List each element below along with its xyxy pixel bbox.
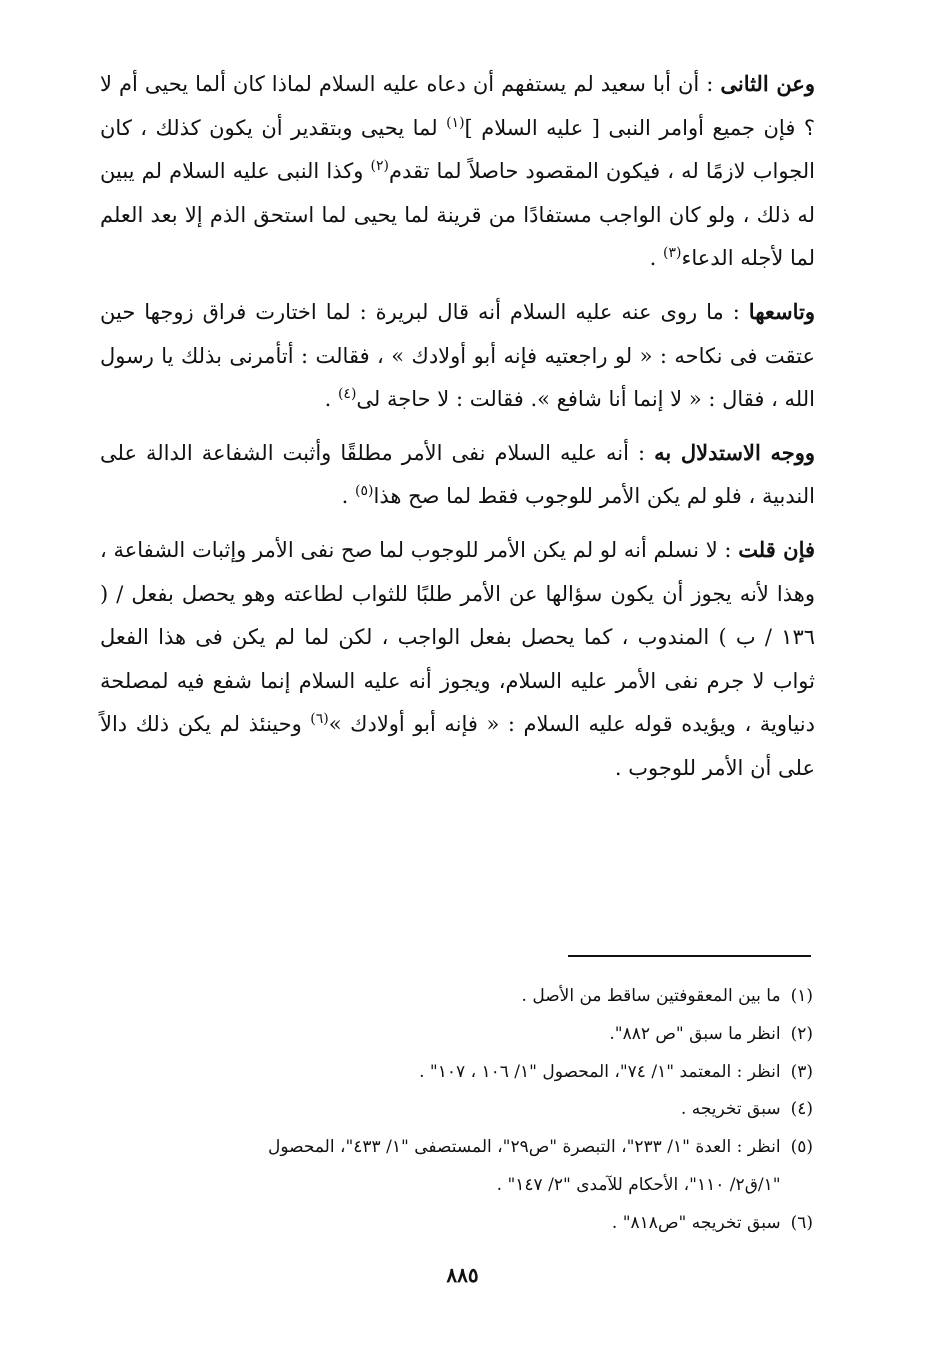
footnote-item xyxy=(85,1129,813,1205)
paragraph-text: : لا نسلم أنه لو لم يكن الأمر للوجوب لما صح نفى الأمر وإثبات الشفاعة ، وهذا لأنه يجوز أن يكون سؤالها عن الأمر طلبًا للثواب لطاعته وهو يحصل بفعل / ( ١٣٦ / ب ) المندوب ، كما يحصل بفعل الواجب ، لكن لما لم يكن فى هذا الفعل ثواب لا جرم نفى الأمر عليه السلام، ويجوز أنه عليه السلام إنما شفع فيه لمصلحة دنياوية ، ويؤيده قوله عليه السلام : « فإنه أبو أولادك » xyxy=(100,537,816,737)
footnote-ref: (١) xyxy=(446,114,465,131)
paragraph-text: : أن أبا سعيد لم يستفهم أن دعاه عليه السلام لماذا كان ألما يحيى أم لا ؟ فإن جميع أوامر النبى [ عليه السلام ] xyxy=(100,72,815,140)
paragraph-lead: ووجه الاستدلال به xyxy=(654,439,816,465)
footnote-text: سبق تخريجه . xyxy=(680,1099,781,1120)
footnote-item xyxy=(85,1016,813,1054)
footnote-ref: (٦) xyxy=(310,711,329,728)
footnote-separator xyxy=(568,955,811,957)
paragraph-lead: فإن قلت xyxy=(738,536,816,562)
footnote-item xyxy=(85,1054,813,1092)
paragraph-text: لما يحيى وبتقدير أن يكون كذلك ، كان الجواب لازمًا له ، فيكون المقصود حاصلاً لما تقدم xyxy=(100,115,815,184)
paragraph-text: وحينئذ لم يكن ذلك دالاً على أن الأمر للوجوب . xyxy=(100,712,815,780)
paragraph-text: وكذا النبى عليه السلام لم يبين له ذلك ، ولو كان الواجب مستفادًا من قرينة لما يحيى لما استحق الذم إلا بعد العلم لما لأجله الدعاء xyxy=(100,159,815,271)
paragraph-evidence xyxy=(100,431,815,519)
footnote-number: (٢) xyxy=(790,1023,813,1044)
footnotes xyxy=(85,978,813,1243)
footnote-ref: (٥) xyxy=(355,483,374,500)
footnote-text: انظر ما سبق "ص ٨٨٢". xyxy=(609,1023,781,1044)
footnote-number: (١) xyxy=(790,986,813,1006)
footnote-number: (٦) xyxy=(790,1212,813,1233)
paragraph-text: : أنه عليه السلام نفى الأمر مطلقًا وأثبت الشفاعة الدالة على الندبية ، فلو لم يكن الأمر للوجوب فقط لما صح هذا xyxy=(100,440,815,509)
paragraph-text: : ما روى عنه عليه السلام أنه قال لبريرة : لما اختارت فراق زوجها حين عتقت فى نكاحه : « لو راجعتيه فإنه أبو أولادك » ، فقالت : أتأمرنى بذلك يا رسول الله ، فقال : « لا إنما أنا شافع ». فقالت : لا حاجة لى xyxy=(100,299,815,412)
footnote-text: انظر : المعتمد "١/ ٧٤"، المحصول "١/ ١٠٦ ، ١٠٧" . xyxy=(419,1061,781,1082)
footnote-item xyxy=(85,1091,813,1129)
footnote-text: سبق تخريجه "ص٨١٨" . xyxy=(611,1212,781,1233)
paragraph-objection xyxy=(100,528,815,791)
paragraph-ninth xyxy=(100,290,815,422)
footnote-ref: (٣) xyxy=(663,245,682,262)
footnote-number: (٤) xyxy=(790,1099,813,1120)
footnote-text xyxy=(85,1129,781,1205)
footnote-item xyxy=(85,978,813,1016)
footnote-number: (٣) xyxy=(790,1061,813,1082)
paragraph-second-reply xyxy=(100,62,815,281)
footnote-line: انظر : العدة "١/ ٢٣٣"، التبصرة "ص٢٩"، المستصفى "١/ ٤٣٣"، المحصول xyxy=(267,1137,781,1158)
footnote-ref: (٢) xyxy=(370,158,389,175)
footnote-item xyxy=(85,1205,813,1243)
footnote-line: "١/ق٢/ ١١٠"، الأحكام للآمدى "٢/ ١٤٧" . xyxy=(496,1174,781,1195)
paragraph-text: . xyxy=(324,387,338,412)
paragraph-text: . xyxy=(649,246,663,271)
footnote-number: (٥) xyxy=(790,1137,813,1158)
paragraph-text: . xyxy=(341,484,356,509)
paragraph-lead: وعن الثانى xyxy=(720,71,815,96)
main-text xyxy=(100,62,815,800)
footnote-ref: (٤) xyxy=(337,386,357,403)
page-number: ٨٨٥ xyxy=(446,1263,479,1287)
footnote-text: ما بين المعقوفتين ساقط من الأصل . xyxy=(521,986,781,1006)
paragraph-lead: وتاسعها xyxy=(748,298,815,324)
